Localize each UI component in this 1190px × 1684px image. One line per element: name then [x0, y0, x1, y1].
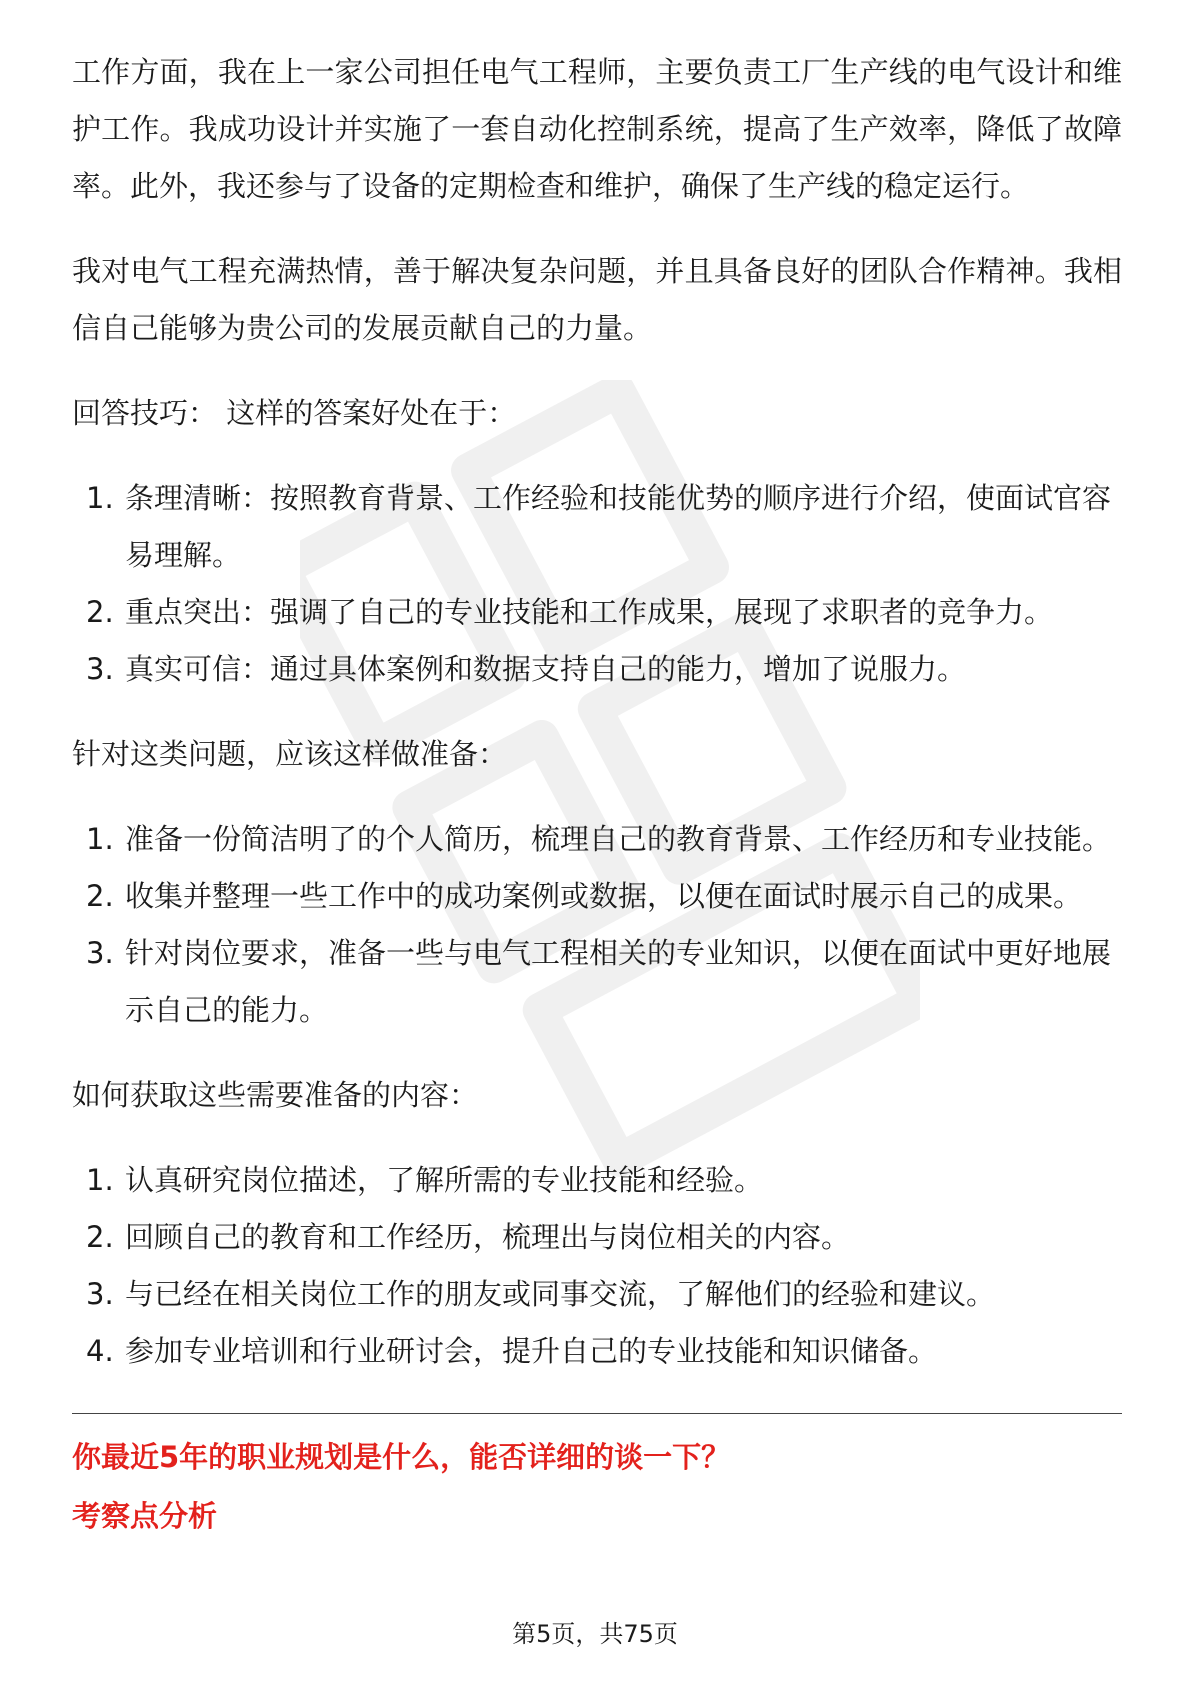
list-item: 3. 与已经在相关岗位工作的朋友或同事交流，了解他们的经验和建议。 [86, 1277, 996, 1311]
paragraph-passion: 我对电气工程充满热情，善于解决复杂问题，并且具备良好的团队合作精神。我相信自己能够为贵公司的发展贡献自己的力量。 [72, 254, 1122, 345]
paragraph-answer-tips: 回答技巧： 这样的答案好处在于： [72, 396, 517, 430]
list-item: 1. 准备一份简洁明了的个人简历，梳理自己的教育背景、工作经历和专业技能。 [86, 822, 1112, 856]
obtain-content-list [72, 1152, 1122, 1380]
paragraph-how-to-obtain: 如何获取这些需要准备的内容： [72, 1078, 479, 1112]
answer-benefits-list [72, 470, 1122, 698]
list-item: 2. 重点突出：强调了自己的专业技能和工作成果，展现了求职者的竞争力。 [86, 595, 1054, 629]
paragraph-preparation: 针对这类问题，应该这样做准备： [72, 737, 508, 771]
list-item: 2. 回顾自己的教育和工作经历，梳理出与岗位相关的内容。 [86, 1220, 851, 1254]
list-item: 1. 认真研究岗位描述，了解所需的专业技能和经验。 [86, 1163, 764, 1197]
section-heading: 考察点分析 [72, 1499, 218, 1533]
preparation-list [72, 811, 1122, 1039]
document-page [72, 44, 1122, 1546]
list-item: 1. 条理清晰：按照教育背景、工作经验和技能优势的顺序进行介绍，使面试官容易理解。 [86, 481, 1112, 572]
page-number: 第5页，共75页 [512, 1620, 678, 1648]
paragraph-work-experience: 工作方面，我在上一家公司担任电气工程师，主要负责工厂生产线的电气设计和维护工作。我成功设计并实施了一套自动化控制系统，提高了生产效率，降低了故障率。此外，我还参与了设备的定期检查和维护，确保了生产线的稳定运行。 [72, 55, 1122, 203]
section-divider [72, 1413, 1122, 1414]
list-item: 3. 针对岗位要求，准备一些与电气工程相关的专业知识，以便在面试中更好地展示自己的能力。 [86, 936, 1112, 1027]
list-item: 3. 真实可信：通过具体案例和数据支持自己的能力，增加了说服力。 [86, 652, 967, 686]
list-item: 2. 收集并整理一些工作中的成功案例或数据，以便在面试时展示自己的成果。 [86, 879, 1083, 913]
interview-question: 你最近5年的职业规划是什么，能否详细的谈一下？ [72, 1440, 731, 1474]
list-item: 4. 参加专业培训和行业研讨会，提升自己的专业技能和知识储备。 [86, 1334, 938, 1368]
